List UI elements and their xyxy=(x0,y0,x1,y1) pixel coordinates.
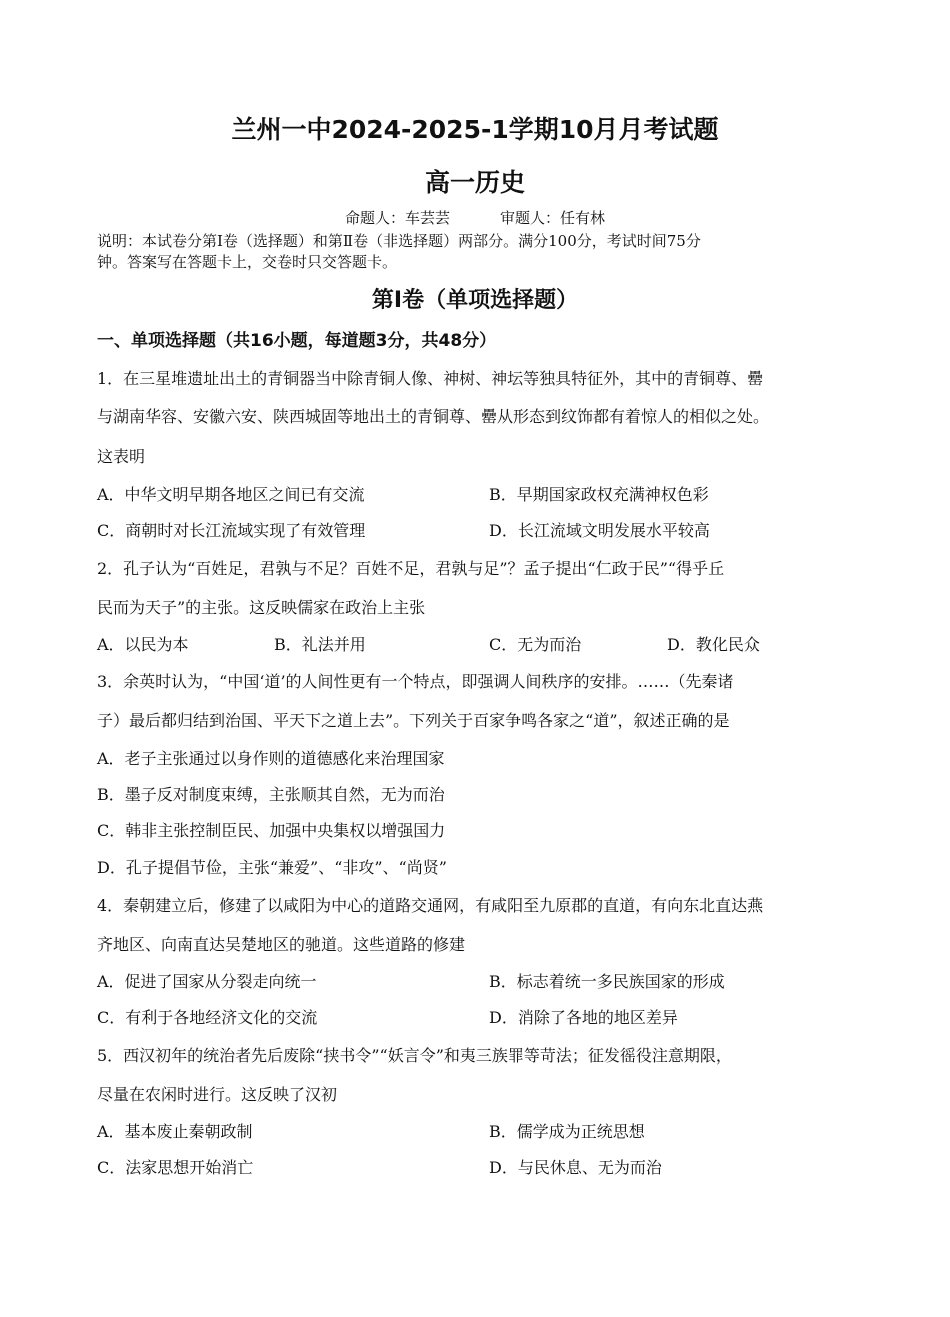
q5-stem-line-1: 5．西汉初年的统治者先后废除“挟书令”“妖言令”和夷三族罪等苛法；征发徭役注意期限， xyxy=(97,1046,732,1065)
part-title: 第Ⅰ卷（单项选择题） xyxy=(371,288,579,313)
q4-option-b: B．标志着统一多民族国家的形成 xyxy=(489,972,725,991)
q3-option-c: C．韩非主张控制臣民、加强中央集权以增强国力 xyxy=(97,821,446,840)
authors-line xyxy=(0,207,950,228)
q2-option-d: D．教化民众 xyxy=(667,635,760,654)
q4-stem-line-2: 齐地区、向南直达吴楚地区的驰道。这些道路的修建 xyxy=(97,935,466,954)
instructions xyxy=(97,231,857,273)
instructions-line-2: 钟。答案写在答题卡上，交卷时只交答题卡。 xyxy=(97,253,398,271)
q1-stem-line-2: 与湖南华容、安徽六安、陕西城固等地出土的青铜尊、罍从形态到纹饰都有着惊人的相似之处。 xyxy=(97,407,770,426)
q4-option-d: D．消除了各地的地区差异 xyxy=(489,1008,678,1027)
q1-option-a: A．中华文明早期各地区之间已有交流 xyxy=(97,485,365,504)
q4-option-c: C．有利于各地经济文化的交流 xyxy=(97,1008,318,1027)
q1-option-c: C．商朝时对长江流域实现了有效管理 xyxy=(97,521,366,540)
q3-option-d: D．孔子提倡节俭，主张“兼爱”、“非攻”、“尚贤” xyxy=(97,858,447,877)
q3-stem-line-2: 子）最后都归结到治国、平天下之道上去”。下列关于百家争鸣各家之“道”，叙述正确的是 xyxy=(97,711,730,730)
instructions-line-1: 说明：本试卷分第Ⅰ卷（选择题）和第Ⅱ卷（非选择题）两部分。满分100分，考试时间75分 xyxy=(97,232,701,250)
subject-title: 高一历史 xyxy=(424,168,525,197)
q5-stem-line-2: 尽量在农闲时进行。这反映了汉初 xyxy=(97,1085,338,1104)
q2-option-c: C．无为而治 xyxy=(489,635,582,654)
q4-stem-line-1: 4．秦朝建立后，修建了以咸阳为中心的道路交通网，有咸阳至九原郡的直道，有向东北直达燕 xyxy=(97,896,764,915)
section-title: 一、单项选择题（共16小题，每道题3分，共48分） xyxy=(97,331,497,351)
q1-stem-line-3: 这表明 xyxy=(97,447,146,466)
q2-option-b: B．礼法并用 xyxy=(274,635,366,654)
q2-stem-line-1: 2．孔子认为“百姓足，君孰与不足？百姓不足，君孰与足”？孟子提出“仁政于民”“得乎丘 xyxy=(97,559,725,578)
q1-option-d: D．长江流域文明发展水平较高 xyxy=(489,521,710,540)
q5-option-a: A．基本废止秦朝政制 xyxy=(97,1122,253,1141)
q3-stem-line-1: 3．余英时认为，“中国‘道’的人间性更有一个特点，即强调人间秩序的安排。……（先秦诸 xyxy=(97,672,734,691)
q1-option-b: B．早期国家政权充满神权色彩 xyxy=(489,485,709,504)
reviewer: 审题人：任有林 xyxy=(500,209,606,227)
q3-option-a: A．老子主张通过以身作则的道德感化来治理国家 xyxy=(97,749,445,768)
q4-option-a: A．促进了国家从分裂走向统一 xyxy=(97,972,317,991)
q5-option-b: B．儒学成为正统思想 xyxy=(489,1122,645,1141)
q2-stem-line-2: 民而为天子”的主张。这反映儒家在政治上主张 xyxy=(97,598,426,617)
author: 命题人：车芸芸 xyxy=(344,209,450,227)
q5-option-d: D．与民休息、无为而治 xyxy=(489,1158,662,1177)
q5-option-c: C．法家思想开始消亡 xyxy=(97,1158,254,1177)
exam-title: 兰州一中2024-2025-1学期10月月考试题 xyxy=(231,115,719,144)
q2-option-a: A．以民为本 xyxy=(97,635,189,654)
q3-option-b: B．墨子反对制度束缚，主张顺其自然，无为而治 xyxy=(97,785,445,804)
q1-stem-line-1: 1．在三星堆遗址出土的青铜器当中除青铜人像、神树、神坛等独具特征外，其中的青铜尊、罍 xyxy=(97,369,764,388)
